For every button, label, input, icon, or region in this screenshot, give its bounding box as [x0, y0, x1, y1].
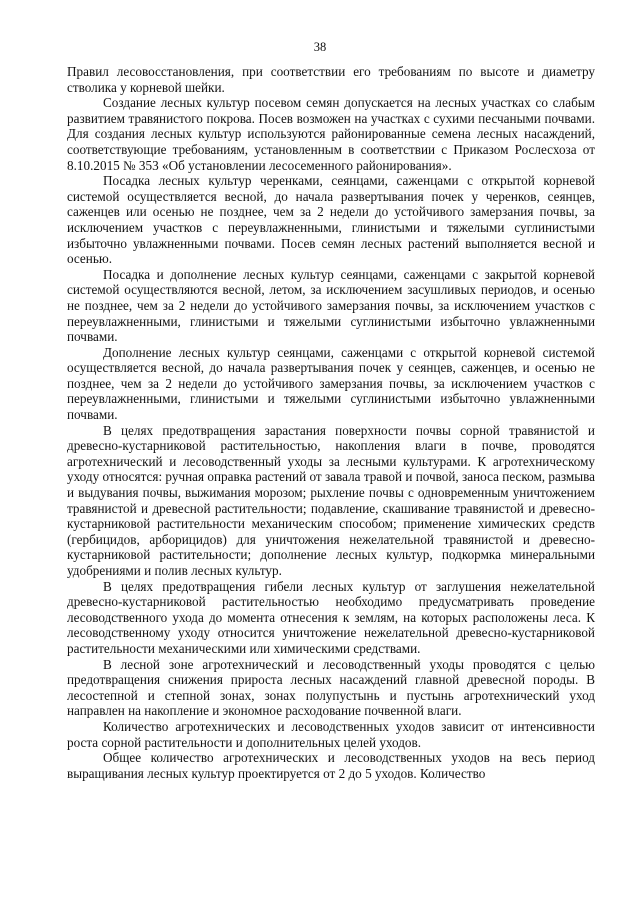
paragraph-care-by-zone: В лесной зоне агротехнический и лесоводственный уходы проводятся с целью предотвращения снижения прироста лесных насаждений главной древесной породы. В лесостепной и степной зонах, зонах полупустынь и пустынь агротехнический уход направлен на накопление и экономное расходование почвенной влаги. — [67, 656, 595, 719]
paragraph-seed-sowing: Создание лесных культур посевом семян допускается на лесных участках со слабым развитием травянистого покрова. Посев возможен на участках с сухими песчаными почвами. Для создания лесных культур используются районированные семена лесных насаждений, соответствующие требованиям, установленным в соответствии с Приказом Рослесхоза от 8.10.2015 № 353 «Об установлении лесосеменного районирования». — [67, 95, 595, 173]
paragraph-silvicultural-care: В целях предотвращения гибели лесных культур от заглушения нежелательной древесно-кустарниковой растительностью необходимо предусматривать проведение лесоводственного ухода до момента отнесения к землям, на которых расположены леса. К лесоводственному уходу относится уничтожение нежелательной древесно-кустарниковой растительности механическими или химическими средствами. — [67, 578, 595, 656]
paragraph-total-care-count: Общее количество агротехнических и лесоводственных уходов на весь период выращивания лесных культур проектируется от 2 до 5 уходов. Количество — [67, 750, 595, 781]
body-text — [67, 64, 595, 781]
paragraph-closed-root-planting: Посадка и дополнение лесных культур сеянцами, саженцами с закрытой корневой системой осуществляются весной, летом, за исключением засушливых периодов, и осенью не позднее, чем за 2 недели до устойчивого замерзания почвы, за исключением участков с переувлажненными, глинистыми и тяжелыми суглинистыми избыточно увлажненными почвами. — [67, 266, 595, 345]
paragraph-continued: Правил лесовосстановления, при соответствии его требованиям по высоте и диаметру стволика у корневой шейки. — [67, 64, 595, 95]
paragraph-open-root-supplement: Дополнение лесных культур сеянцами, саженцами с открытой корневой системой осуществляется весной, до начала развертывания почек у сеянцев, саженцев, и осенью не позднее, чем за 2 недели до устойчивого замерзания почвы, за исключением участков с переувлажненными, глинистыми и тяжелыми суглинистыми избыточно увлажненными почвами. — [67, 344, 595, 423]
paragraph-agrotechnical-care: В целях предотвращения зарастания поверхности почвы сорной травянистой и древесно-кустарниковой растительностью, накопления влаги в почве, проводятся агротехнический и лесоводственный уходы за лесными культурами. К агротехническому уходу относятся: ручная оправка растений от завала травой и почвой, заноса песком, размыва и выдувания почвы, выжимания морозом; рыхление почвы с одновременным уничтожением травянистой и древесной растительности; подавление, скашивание травянистой и древесно-кустарниковой растительности механическим способом; применение химических средств (гербицидов, арборицидов) для уничтожения нежелательной травянистой и древесно-кустарниковой растительности; дополнение лесных культур, подкормка минеральными удобрениями и полив лесных культур. — [67, 422, 595, 578]
paragraph-open-root-planting: Посадка лесных культур черенками, сеянцами, саженцами с открытой корневой системой осуществляется весной, до начала развертывания почек у черенков, сеянцев, саженцев или осенью не позднее, чем за 2 недели до устойчивого замерзания почвы, за исключением участков с переувлажненными, глинистыми и тяжелыми суглинистыми избыточно увлажненными почвами. Посев семян лесных растений выполняется весной и осенью. — [67, 173, 595, 267]
page-number: 38 — [313, 40, 327, 54]
paragraph-care-count-factors: Количество агротехнических и лесоводственных уходов зависит от интенсивности роста сорной растительности и дополнительных целей уходов. — [67, 718, 595, 750]
